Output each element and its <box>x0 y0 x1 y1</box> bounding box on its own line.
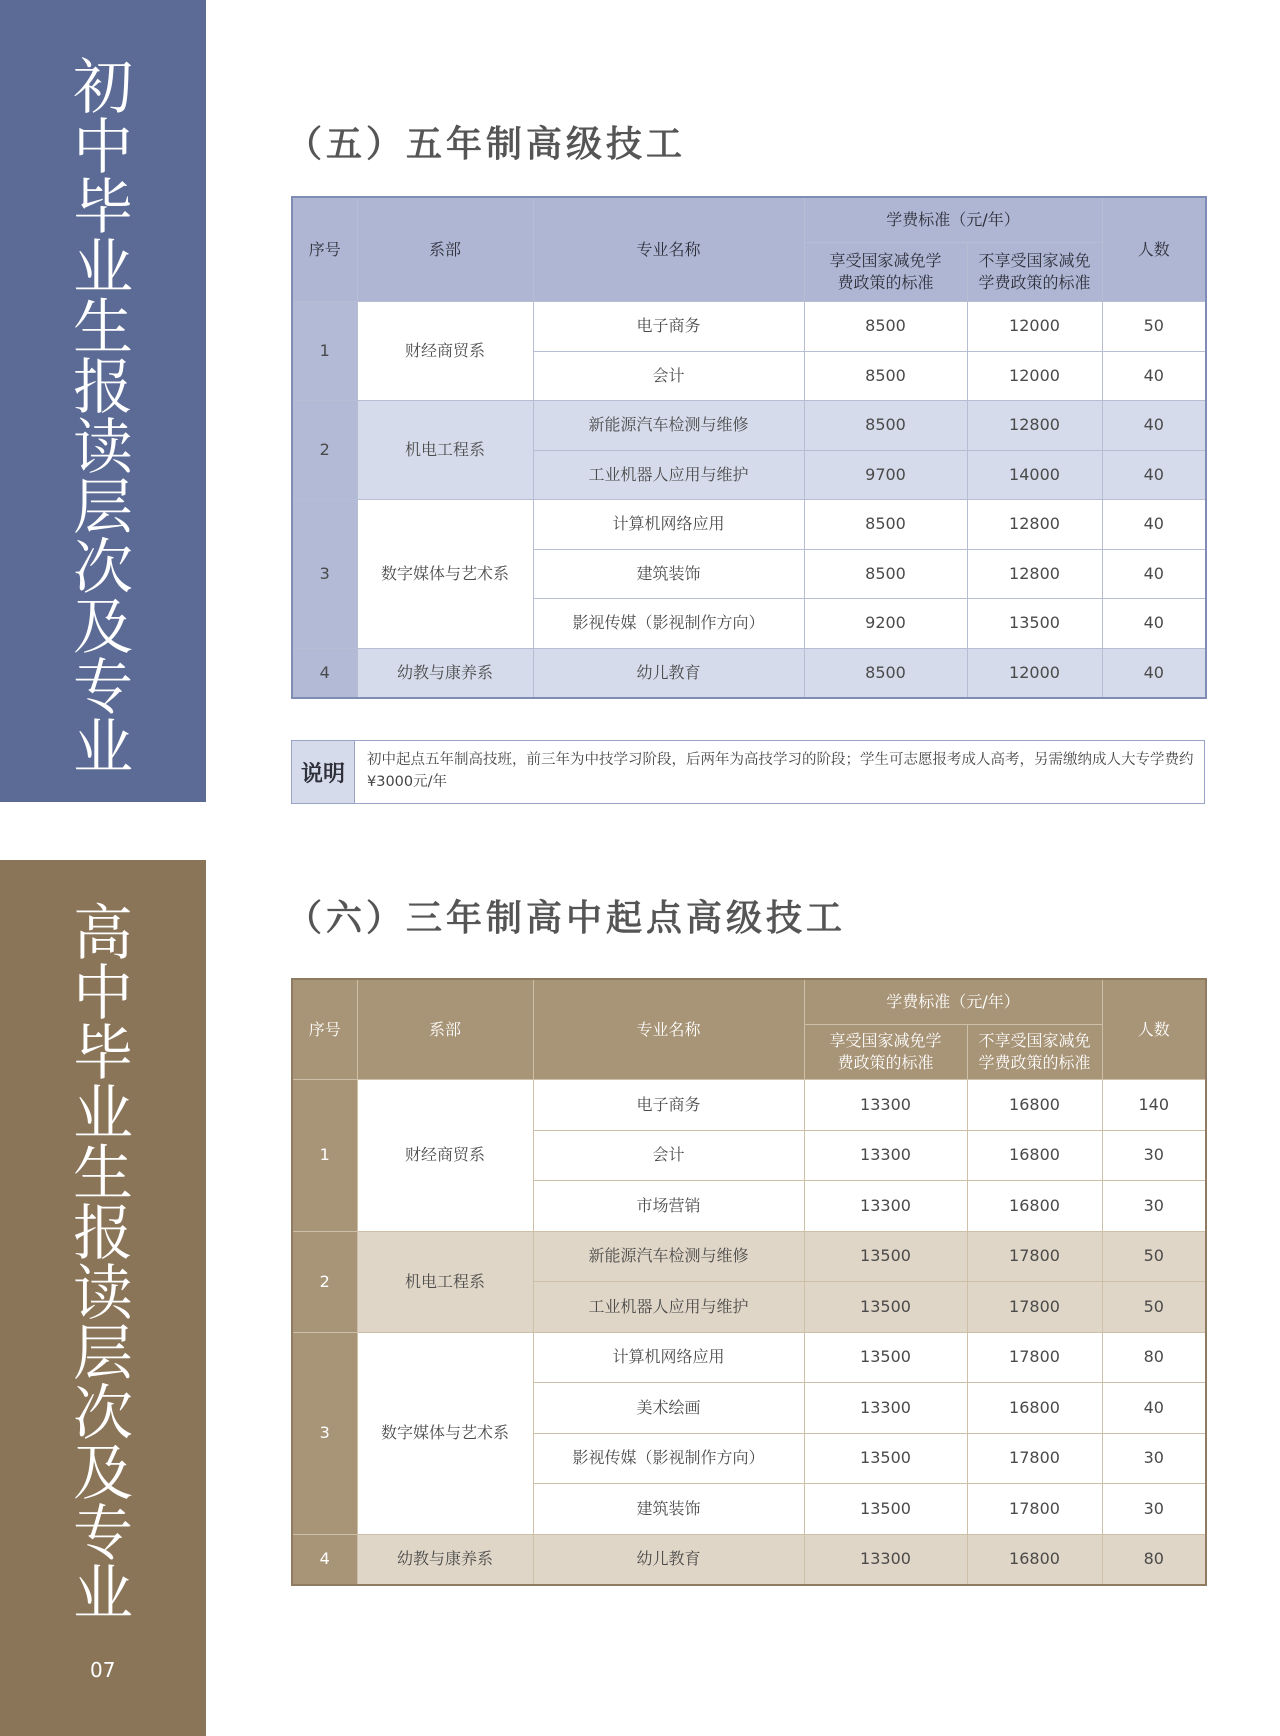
cell-count: 30 <box>1102 1181 1206 1232</box>
cell-fee-with-policy: 13500 <box>804 1332 967 1383</box>
table-row <box>292 1534 1206 1585</box>
cell-fee-without-policy: 17800 <box>967 1282 1102 1333</box>
cell-fee-without-policy: 16800 <box>967 1181 1102 1232</box>
cell-major: 计算机网络应用 <box>533 1332 804 1383</box>
cell-fee-with-policy: 13300 <box>804 1383 967 1434</box>
cell-count: 50 <box>1102 1231 1206 1282</box>
cell-count: 30 <box>1102 1484 1206 1535</box>
sidebar-top-title: 初中毕业生报读层次及专业 <box>73 53 133 783</box>
cell-index: 2 <box>292 401 357 500</box>
table-row <box>292 302 1206 352</box>
cell-fee-with-policy: 8500 <box>804 648 967 698</box>
cell-count: 40 <box>1102 648 1206 698</box>
cell-department: 财经商贸系 <box>357 1080 533 1232</box>
cell-fee-with-policy: 8500 <box>804 401 967 451</box>
cell-count: 40 <box>1102 351 1206 401</box>
cell-major: 电子商务 <box>533 302 804 352</box>
page-number: 07 <box>90 1658 116 1682</box>
cell-fee-with-policy: 13300 <box>804 1130 967 1181</box>
cell-fee-with-policy: 13300 <box>804 1534 967 1585</box>
table-row <box>292 401 1206 451</box>
header-fee-without-policy: 不享受国家减免学费政策的标准 <box>967 243 1102 302</box>
cell-fee-without-policy: 17800 <box>967 1231 1102 1282</box>
header-major: 专业名称 <box>533 197 804 302</box>
cell-index: 1 <box>292 302 357 401</box>
header-index: 序号 <box>292 979 357 1080</box>
header-department: 系部 <box>357 197 533 302</box>
cell-fee-without-policy: 12000 <box>967 302 1102 352</box>
cell-department: 数字媒体与艺术系 <box>357 1332 533 1534</box>
cell-major: 幼儿教育 <box>533 1534 804 1585</box>
header-fee-without-policy: 不享受国家减免学费政策的标准 <box>967 1025 1102 1080</box>
cell-fee-with-policy: 8500 <box>804 302 967 352</box>
cell-major: 建筑装饰 <box>533 549 804 599</box>
cell-count: 40 <box>1102 401 1206 451</box>
table-row <box>292 1332 1206 1383</box>
cell-major: 会计 <box>533 351 804 401</box>
cell-fee-without-policy: 17800 <box>967 1433 1102 1484</box>
cell-count: 40 <box>1102 450 1206 500</box>
cell-count: 40 <box>1102 599 1206 649</box>
cell-major: 会计 <box>533 1130 804 1181</box>
cell-fee-with-policy: 13300 <box>804 1181 967 1232</box>
cell-major: 工业机器人应用与维护 <box>533 1282 804 1333</box>
cell-fee-without-policy: 12000 <box>967 351 1102 401</box>
cell-index: 3 <box>292 1332 357 1534</box>
cell-fee-without-policy: 17800 <box>967 1484 1102 1535</box>
cell-fee-with-policy: 8500 <box>804 549 967 599</box>
cell-fee-without-policy: 12000 <box>967 648 1102 698</box>
cell-major: 计算机网络应用 <box>533 500 804 550</box>
cell-fee-without-policy: 12800 <box>967 401 1102 451</box>
section-5-note <box>291 740 1205 804</box>
cell-fee-without-policy: 12800 <box>967 500 1102 550</box>
cell-index: 2 <box>292 1231 357 1332</box>
header-count: 人数 <box>1102 197 1206 302</box>
cell-major: 工业机器人应用与维护 <box>533 450 804 500</box>
cell-count: 30 <box>1102 1130 1206 1181</box>
section-6-heading: （六）三年制高中起点高级技工 <box>286 898 847 939</box>
header-department: 系部 <box>357 979 533 1080</box>
note-label: 说明 <box>292 741 355 803</box>
cell-major: 建筑装饰 <box>533 1484 804 1535</box>
cell-count: 30 <box>1102 1433 1206 1484</box>
header-count: 人数 <box>1102 979 1206 1080</box>
cell-major: 新能源汽车检测与维修 <box>533 1231 804 1282</box>
cell-count: 40 <box>1102 500 1206 550</box>
cell-count: 80 <box>1102 1332 1206 1383</box>
header-fee-group: 学费标准（元/年） <box>804 197 1102 243</box>
cell-count: 40 <box>1102 1383 1206 1434</box>
cell-fee-without-policy: 16800 <box>967 1080 1102 1131</box>
cell-fee-with-policy: 13500 <box>804 1231 967 1282</box>
cell-fee-without-policy: 16800 <box>967 1534 1102 1585</box>
table-row <box>292 1231 1206 1282</box>
cell-major: 市场营销 <box>533 1181 804 1232</box>
cell-department: 机电工程系 <box>357 401 533 500</box>
cell-fee-with-policy: 13300 <box>804 1080 967 1131</box>
cell-index: 4 <box>292 1534 357 1585</box>
cell-major: 影视传媒（影视制作方向） <box>533 599 804 649</box>
cell-department: 幼教与康养系 <box>357 648 533 698</box>
cell-major: 美术绘画 <box>533 1383 804 1434</box>
note-text: 初中起点五年制高技班，前三年为中技学习阶段，后两年为高技学习的阶段；学生可志愿报考成人高考，另需缴纳成人大专学费约¥3000元/年 <box>367 752 1194 790</box>
section-5-fee-table <box>291 196 1207 699</box>
table-row <box>292 500 1206 550</box>
cell-fee-with-policy: 13500 <box>804 1433 967 1484</box>
header-fee-with-policy: 享受国家减免学费政策的标准 <box>804 1025 967 1080</box>
cell-count: 80 <box>1102 1534 1206 1585</box>
header-fee-group: 学费标准（元/年） <box>804 979 1102 1025</box>
sidebar-top-panel <box>0 0 206 802</box>
cell-major: 影视传媒（影视制作方向） <box>533 1433 804 1484</box>
cell-fee-with-policy: 13500 <box>804 1282 967 1333</box>
cell-fee-without-policy: 16800 <box>967 1383 1102 1434</box>
cell-count: 40 <box>1102 549 1206 599</box>
cell-fee-without-policy: 16800 <box>967 1130 1102 1181</box>
cell-count: 50 <box>1102 1282 1206 1333</box>
cell-fee-without-policy: 17800 <box>967 1332 1102 1383</box>
cell-department: 幼教与康养系 <box>357 1534 533 1585</box>
section-6-fee-table <box>291 978 1207 1586</box>
cell-count: 50 <box>1102 302 1206 352</box>
cell-index: 4 <box>292 648 357 698</box>
cell-fee-without-policy: 13500 <box>967 599 1102 649</box>
cell-department: 财经商贸系 <box>357 302 533 401</box>
header-index: 序号 <box>292 197 357 302</box>
cell-fee-without-policy: 12800 <box>967 549 1102 599</box>
table-row <box>292 648 1206 698</box>
cell-major: 幼儿教育 <box>533 648 804 698</box>
cell-fee-with-policy: 9200 <box>804 599 967 649</box>
table-row <box>292 1080 1206 1131</box>
cell-fee-with-policy: 8500 <box>804 500 967 550</box>
cell-fee-with-policy: 9700 <box>804 450 967 500</box>
cell-fee-with-policy: 8500 <box>804 351 967 401</box>
section-5-heading: （五）五年制高级技工 <box>286 124 687 165</box>
cell-index: 3 <box>292 500 357 649</box>
sidebar-bottom-title: 高中毕业生报读层次及专业 <box>73 899 133 1629</box>
header-major: 专业名称 <box>533 979 804 1080</box>
cell-major: 新能源汽车检测与维修 <box>533 401 804 451</box>
sidebar-bottom-panel <box>0 860 206 1736</box>
cell-fee-with-policy: 13500 <box>804 1484 967 1535</box>
cell-department: 机电工程系 <box>357 1231 533 1332</box>
header-fee-with-policy: 享受国家减免学费政策的标准 <box>804 243 967 302</box>
cell-major: 电子商务 <box>533 1080 804 1131</box>
cell-count: 140 <box>1102 1080 1206 1131</box>
cell-index: 1 <box>292 1080 357 1232</box>
cell-department: 数字媒体与艺术系 <box>357 500 533 649</box>
cell-fee-without-policy: 14000 <box>967 450 1102 500</box>
